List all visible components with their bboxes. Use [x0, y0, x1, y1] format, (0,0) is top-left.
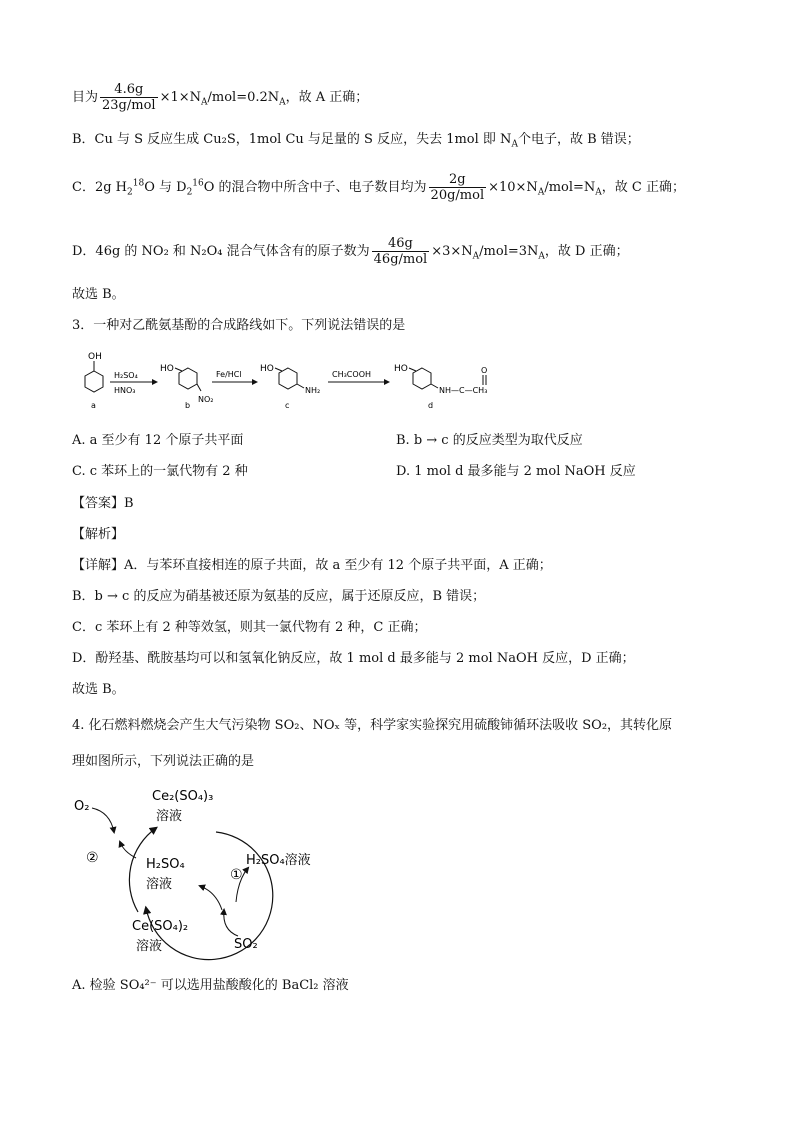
sup: 18 [132, 178, 145, 189]
nh2-label: NH₂ [305, 386, 321, 395]
o-label: O [481, 366, 488, 375]
q4-option-a: A. 检验 SO₄²⁻ 可以选用盐酸酸化的 BaCl₂ 溶液 [72, 978, 349, 993]
reagent-h2so4: H₂SO₄ [114, 371, 138, 380]
compound-c [260, 364, 320, 410]
text: 目为 [72, 90, 99, 105]
text: ，故 A 正确； [285, 90, 369, 105]
h2so4-return-arrow [200, 886, 222, 910]
so2-arrow [224, 910, 238, 936]
ce2so43-label: Ce₂(SO₄)₃ [152, 789, 214, 804]
denominator: 46g/mol [373, 252, 428, 267]
sub: A [279, 97, 286, 108]
arrow-2 [212, 370, 258, 385]
text: 个电子，故 B 错误； [517, 132, 640, 147]
label-d: d [428, 401, 434, 410]
q3-option-a: A. a 至少有 12 个原子共平面 [72, 433, 244, 448]
compound-d [394, 364, 487, 410]
q3-detail-c: C．c 苯环上有 2 种等效氢，则其一氯代物有 2 种，C 正确； [72, 620, 427, 635]
oh-label: OH [88, 352, 102, 362]
text: O 与 D [144, 180, 187, 195]
sub: A [511, 139, 518, 150]
q3-option-c: C. c 苯环上的一氯代物有 2 种 [72, 464, 248, 479]
h2so4-label: H₂SO₄ [146, 857, 185, 872]
q2-conclusion: 故选 B。 [72, 287, 125, 302]
q3-detail-a: 【详解】A．与苯环直接相连的原子共面，故 a 至少有 12 个原子共平面，A 正确； [72, 558, 552, 573]
q3-option-b: B. b → c 的反应类型为取代反应 [396, 433, 583, 448]
fraction [100, 82, 158, 113]
q3-synthesis-scheme [72, 345, 572, 415]
fraction [372, 236, 430, 267]
q4-stem-line-1: 4. 化石燃料燃烧会产生大气污染物 SO₂、NOₓ 等，科学家实验探究用硫酸铈循环法吸收 SO₂，其转化原 [72, 718, 673, 733]
o2-arrow [92, 808, 114, 832]
sub: A [201, 97, 208, 108]
o2-label: O₂ [74, 799, 90, 814]
sub: A [537, 187, 545, 198]
q2-option-d [72, 236, 629, 267]
text: /mol=3N [479, 244, 539, 259]
reagent-fe-hcl: Fe/HCl [216, 370, 242, 379]
ho-label: HO [260, 364, 274, 374]
sub: A [538, 251, 545, 262]
label-a: a [91, 401, 96, 410]
q3-answer: 【答案】B [72, 496, 134, 511]
sub: A [595, 187, 602, 198]
so2-label: SO₂ [234, 937, 258, 952]
label-b: b [185, 401, 191, 410]
label-c: c [285, 401, 290, 410]
ceso42-label: Ce(SO₄)₂ [132, 919, 189, 934]
h2so4-out-label: H₂SO₄溶液 [246, 853, 311, 868]
text: ×10×N [488, 180, 538, 195]
q4-cycle-diagram [66, 780, 366, 965]
q4-stem-line-2: 理如图所示，下列说法正确的是 [72, 754, 255, 769]
text: O 的混合物中所含中子、电子数目均为 [203, 180, 427, 195]
numerator: 46g [372, 236, 430, 252]
ce2so43-solution-label: 溶液 [156, 809, 183, 824]
arrow-1 [110, 371, 158, 395]
text: B．Cu 与 S 反应生成 Cu₂S，1mol Cu 与足量的 S 反应，失去 1mol 即 N [72, 132, 512, 147]
ho-label: HO [160, 364, 174, 374]
text: ，故 D 正确； [544, 244, 629, 259]
q2-option-b [72, 131, 640, 154]
ho-label: HO [394, 364, 408, 374]
step-1-marker: ① [230, 867, 243, 883]
denominator: 23g/mol [102, 98, 156, 113]
step-2-marker: ② [86, 850, 99, 866]
numerator: 4.6g [100, 82, 158, 98]
q3-analysis-heading: 【解析】 [72, 527, 125, 542]
fraction [429, 172, 487, 203]
reagent-hno3: HNO₃ [114, 386, 136, 395]
denominator: 20g/mol [430, 188, 485, 203]
text: ，故 C 正确； [601, 180, 685, 195]
amide-label: NH—C—CH₃ [439, 386, 488, 395]
sup: 16 [192, 178, 204, 189]
q3-detail-b: B．b → c 的反应为硝基被还原为氨基的反应，属于还原反应，B 错误； [72, 589, 486, 604]
text: ×3×N [431, 244, 473, 259]
text: ×1×N [159, 90, 202, 105]
q3-option-d: D. 1 mol d 最多能与 2 mol NaOH 反应 [396, 464, 636, 479]
q2-line-1 [72, 82, 368, 113]
arrow-3 [328, 370, 390, 385]
q3-detail-d: D．酚羟基、酰胺基均可以和氢氧化钠反应，故 1 mol d 最多能与 2 mol NaOH 反应，D 正确； [72, 651, 635, 666]
text: D．46g 的 NO₂ 和 N₂O₄ 混合气体含有的原子数为 [72, 244, 370, 259]
text: /mol=0.2N [207, 90, 280, 105]
q3-stem: 3．一种对乙酰氨基酚的合成路线如下。下列说法错误的是 [72, 318, 406, 333]
q3-conclusion: 故选 B。 [72, 682, 125, 697]
h2so4-solution-label: 溶液 [146, 877, 173, 892]
numerator: 2g [429, 172, 487, 188]
compound-a [85, 352, 103, 410]
q2-option-c: C．2g $H_2^{18}O$ 与 $D_2^{16}O$ 的混合物中所含中子、电子数目均为 $\frac{2g}{\text{20g/mol}}$ $\times 10\times N_A/mol=N_A$，故 C 正确； [72, 172, 685, 203]
reagent-acetic-acid: CH₃COOH [332, 370, 372, 379]
compound-b [160, 364, 214, 410]
no2-label: NO₂ [198, 395, 214, 404]
text: C．2g H [72, 180, 128, 195]
sub: A [472, 251, 480, 262]
ceso42-solution-label: 溶液 [136, 939, 163, 954]
text: /mol=N [544, 180, 596, 195]
